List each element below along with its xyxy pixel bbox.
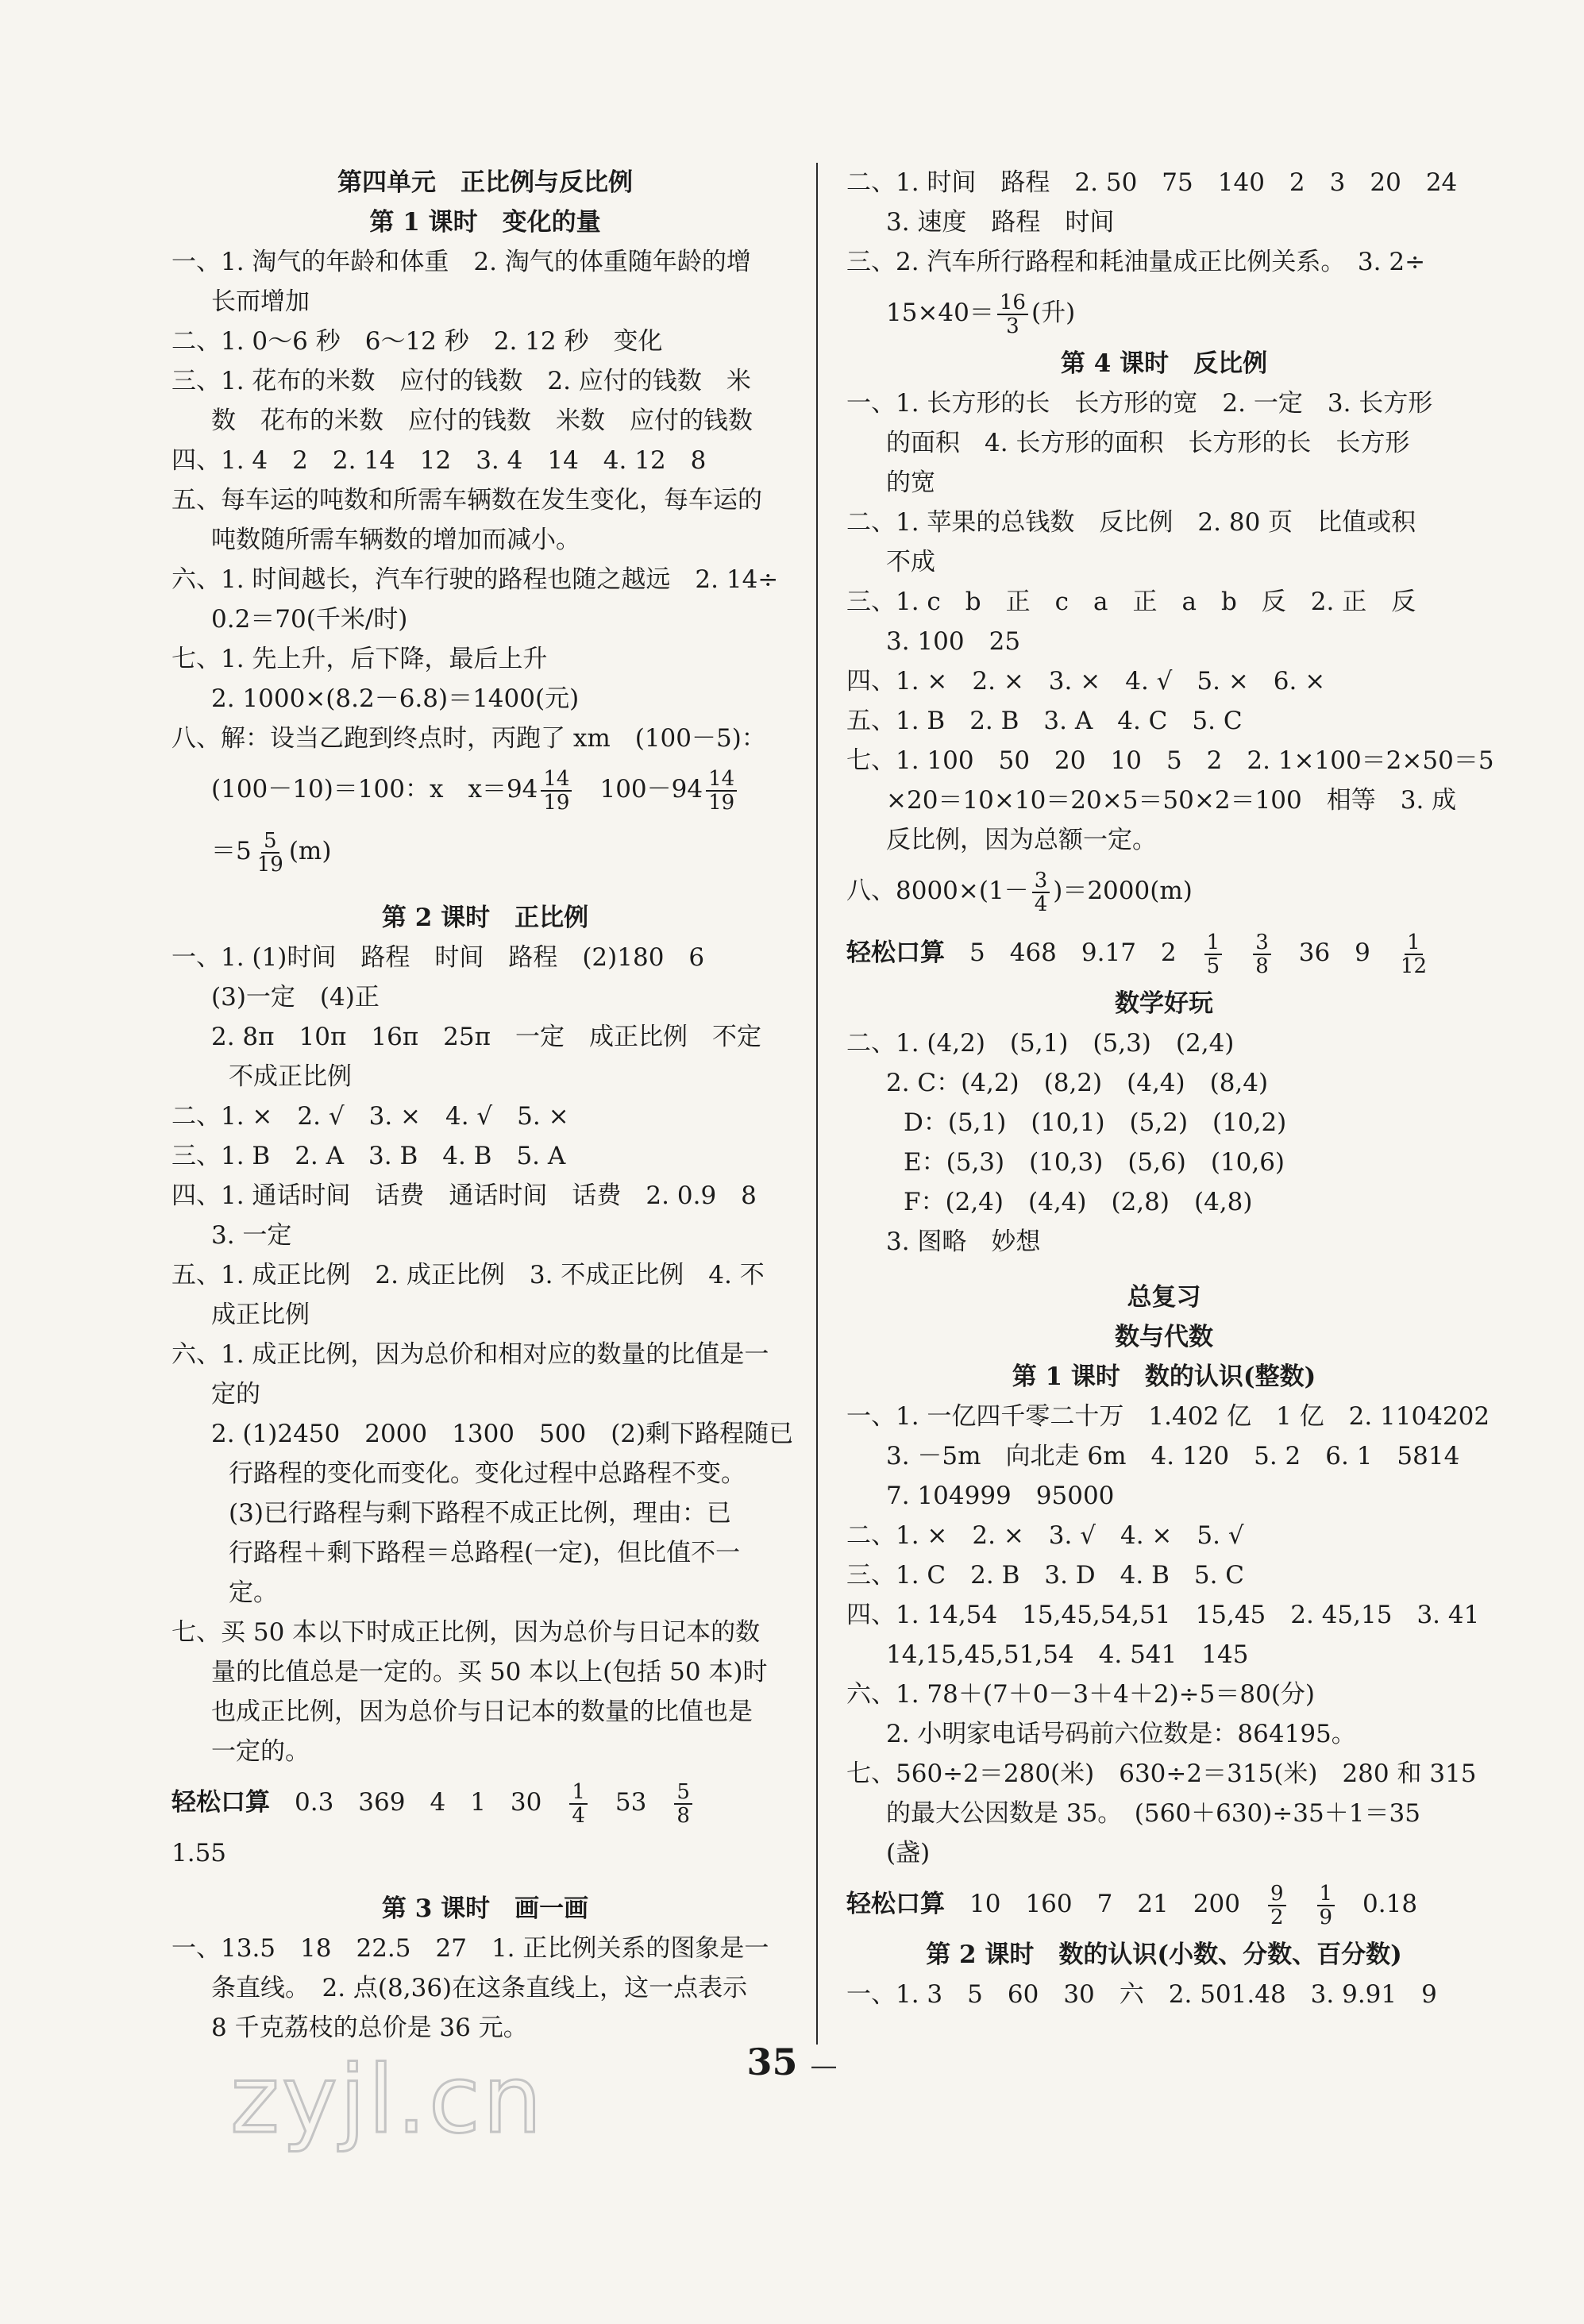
fraction bbox=[1204, 931, 1223, 977]
answer-line: 2. (1)2450 2000 1300 500 (2)剩下路程随已 bbox=[211, 1420, 794, 1448]
answer-line: 吨数随所需车辆数的增加而减小。 bbox=[211, 526, 580, 554]
fraction-denominator: 19 bbox=[708, 790, 735, 815]
answer-line: 0.2＝70(千米/时) bbox=[211, 605, 408, 634]
answer-line: 四、1. 4 2 2. 14 12 3. 4 14 4. 12 8 bbox=[172, 446, 707, 475]
section-heading: 数与代数 bbox=[1115, 1323, 1213, 1351]
answer-line: 行路程＋剩下路程＝总路程(一定)，但比值不一 bbox=[229, 1539, 741, 1567]
fraction bbox=[1032, 869, 1050, 915]
answer-line: 五、1. B 2. B 3. A 4. C 5. C bbox=[846, 707, 1243, 735]
fraction-numerator: 1 bbox=[1405, 931, 1423, 955]
answer-line: 六、1. 时间越长，汽车行驶的路程也随之越远 2. 14÷ bbox=[172, 565, 779, 594]
answer-line: 三、1. C 2. B 3. D 4. B 5. C bbox=[846, 1561, 1245, 1590]
text-segment: 100－94 bbox=[575, 775, 703, 804]
fraction-denominator: 8 bbox=[676, 1803, 690, 1828]
text-segment: ＝5 bbox=[211, 837, 252, 865]
answer-line: 定。 bbox=[229, 1578, 278, 1607]
answer-line: 五、每车运的吨数和所需车辆数在发生变化，每车运的 bbox=[172, 486, 762, 515]
text-segment bbox=[1289, 1890, 1314, 1918]
text-segment: )＝2000(m) bbox=[1053, 877, 1193, 905]
answer-line: 三、1. B 2. A 3. B 4. B 5. A bbox=[172, 1142, 566, 1170]
answer-line bbox=[846, 922, 1482, 984]
answer-line: 三、1. c b 正 c a 正 a b 反 2. 正 反 bbox=[846, 588, 1416, 616]
answer-line: 七、1. 先上升，后下降，最后上升 bbox=[172, 645, 548, 673]
answer-line: 四、1. 14,54 15,45,54,51 15,45 2. 45,15 3. 41 bbox=[846, 1601, 1480, 1629]
answer-line: ×20＝10×10＝20×5＝50×2＝100 相等 3. 成 bbox=[886, 786, 1457, 815]
fraction-denominator: 8 bbox=[1255, 954, 1269, 978]
answer-line bbox=[172, 1771, 799, 1833]
fraction-denominator: 4 bbox=[572, 1803, 585, 1828]
fraction-numerator: 9 bbox=[1268, 1883, 1286, 1906]
answer-line: 的最大公因数是 35。 (560＋630)÷35＋1＝35 bbox=[886, 1799, 1420, 1828]
fraction-numerator: 5 bbox=[261, 830, 279, 854]
text-segment: 0.3 369 4 1 30 bbox=[270, 1788, 567, 1817]
answer-line: 二、1. × 2. × 3. √ 4. × 5. √ bbox=[846, 1521, 1244, 1550]
text-segment: 36 9 bbox=[1274, 938, 1395, 967]
answer-line: 一、1. 淘气的年龄和体重 2. 淘气的体重随年龄的增 bbox=[172, 248, 751, 276]
mental-math-label: 轻松口算 bbox=[172, 1788, 270, 1817]
answer-line: 二、1. 时间 路程 2. 50 75 140 2 3 20 24 bbox=[846, 168, 1458, 197]
answer-line: 一、1. 3 5 60 30 六 2. 501.48 3. 9.91 9 bbox=[846, 1980, 1437, 2009]
fraction-numerator: 1 bbox=[1317, 1883, 1335, 1906]
answer-line: 3. 图略 妙想 bbox=[886, 1228, 1041, 1256]
section-heading: 数学好玩 bbox=[1115, 989, 1213, 1018]
answer-line: 二、1. 苹果的总钱数 反比例 2. 80 页 比值或积 bbox=[846, 508, 1416, 537]
answer-line: D：(5,1) (10,1) (5,2) (10,2) bbox=[904, 1108, 1287, 1137]
fraction bbox=[706, 768, 737, 814]
answer-line: 三、1. 花布的米数 应付的钱数 2. 应付的钱数 米 bbox=[172, 367, 751, 395]
answer-line: 条直线。 2. 点(8,36)在这条直线上，这一点表示 bbox=[211, 1974, 748, 2002]
fraction bbox=[1253, 931, 1271, 977]
answer-line: 3. 速度 路程 时间 bbox=[886, 208, 1115, 237]
answer-line: 2. 1000×(8.2－6.8)＝1400(元) bbox=[211, 684, 580, 713]
answer-line: 一定的。 bbox=[211, 1737, 310, 1766]
text-segment: 0.18 bbox=[1338, 1890, 1418, 1918]
text-segment: 53 bbox=[590, 1788, 672, 1817]
text-segment: (m) bbox=[288, 837, 332, 865]
fraction bbox=[541, 768, 572, 814]
answer-line: 六、1. 78＋(7＋0－3＋4＋2)÷5＝80(分) bbox=[846, 1680, 1316, 1709]
answer-line: 2. 小明家电话号码前六位数是：864195。 bbox=[886, 1720, 1356, 1748]
answer-line: 六、1. 成正比例，因为总价和相对应的数量的比值是一 bbox=[172, 1340, 769, 1369]
section-heading: 第 2 课时 正比例 bbox=[381, 904, 589, 932]
text-segment: 15×40＝ bbox=[886, 299, 994, 327]
answer-line: 二、1. 0～6 秒 6～12 秒 2. 12 秒 变化 bbox=[172, 327, 663, 356]
section-heading: 第 3 课时 画一画 bbox=[381, 1894, 589, 1923]
fraction-denominator: 2 bbox=[1270, 1905, 1284, 1929]
answer-line: (3)一定 (4)正 bbox=[211, 983, 380, 1012]
fraction bbox=[1268, 1883, 1286, 1929]
answer-line: 四、1. × 2. × 3. × 4. √ 5. × 6. × bbox=[846, 667, 1326, 696]
answer-line: 1.55 bbox=[172, 1839, 227, 1867]
answer-line: E：(5,3) (10,3) (5,6) (10,6) bbox=[904, 1148, 1285, 1177]
answer-line: 量的比值总是一定的。买 50 本以上(包括 50 本)时 bbox=[211, 1658, 768, 1686]
answer-line: 四、1. 通话时间 话费 通话时间 话费 2. 0.9 8 bbox=[172, 1181, 757, 1210]
answer-line: 一、13.5 18 22.5 27 1. 正比例关系的图象是一 bbox=[172, 1934, 769, 1963]
answer-line: (盏) bbox=[886, 1839, 931, 1867]
fraction-numerator: 3 bbox=[1253, 931, 1271, 955]
answer-line: 8 千克荔枝的总价是 36 元。 bbox=[211, 2014, 528, 2042]
fraction-denominator: 3 bbox=[1006, 314, 1019, 338]
text-segment: 5 468 9.17 2 bbox=[945, 938, 1201, 967]
answer-line: 一、1. 一亿四千零二十万 1.402 亿 1 亿 2. 1104202 bbox=[846, 1402, 1490, 1431]
fraction-denominator: 12 bbox=[1400, 954, 1427, 978]
answer-line: 7. 104999 95000 bbox=[886, 1482, 1115, 1510]
left-column bbox=[172, 163, 799, 2048]
fraction-numerator: 1 bbox=[1204, 931, 1223, 955]
fraction-denominator: 4 bbox=[1034, 892, 1048, 916]
answer-line bbox=[172, 820, 799, 882]
answer-line: 14,15,45,51,54 4. 541 145 bbox=[886, 1640, 1249, 1669]
fraction bbox=[1398, 931, 1429, 977]
answer-line: 一、1. 长方形的长 长方形的宽 2. 一定 3. 长方形 bbox=[846, 389, 1433, 418]
answer-line: 也成正比例，因为总价与日记本的数量的比值也是 bbox=[211, 1698, 753, 1726]
answer-line: F：(2,4) (4,4) (2,8) (4,8) bbox=[904, 1188, 1253, 1216]
text-segment: (升) bbox=[1031, 299, 1076, 327]
mental-math-label: 轻松口算 bbox=[846, 938, 945, 967]
answer-line: 不成正比例 bbox=[229, 1062, 352, 1091]
fraction-numerator: 3 bbox=[1032, 869, 1050, 893]
fraction-denominator: 19 bbox=[256, 852, 283, 877]
answer-line: (3)已行路程与剩下路程不成正比例，理由：已 bbox=[229, 1499, 731, 1528]
answer-line: 二、1. (4,2) (5,1) (5,3) (2,4) bbox=[846, 1029, 1235, 1058]
answer-line: 数 花布的米数 应付的钱数 米数 应付的钱数 bbox=[211, 407, 753, 435]
answer-line: 一、1. (1)时间 路程 时间 路程 (2)180 6 bbox=[172, 943, 705, 972]
column-divider bbox=[816, 163, 818, 2045]
answer-line: 长而增加 bbox=[211, 287, 310, 316]
section-heading: 第 1 课时 变化的量 bbox=[369, 208, 601, 237]
fraction-numerator: 14 bbox=[541, 768, 572, 792]
section-heading: 第 4 课时 反比例 bbox=[1060, 349, 1268, 378]
mental-math-label: 轻松口算 bbox=[846, 1890, 945, 1918]
answer-line: 不成 bbox=[886, 548, 935, 576]
answer-line: 2. C：(4,2) (8,2) (4,4) (8,4) bbox=[886, 1069, 1269, 1097]
section-heading: 总复习 bbox=[1127, 1283, 1201, 1312]
fraction-denominator: 9 bbox=[1319, 1905, 1333, 1929]
answer-line: 3. 一定 bbox=[211, 1221, 292, 1250]
answer-line: 七、560÷2＝280(米) 630÷2＝315(米) 280 和 315 bbox=[846, 1759, 1477, 1788]
fraction bbox=[255, 830, 286, 876]
text-segment: (100－10)＝100：x x＝94 bbox=[211, 775, 538, 804]
watermark: zyjl.cn bbox=[230, 2045, 545, 2154]
text-segment: 八、8000×(1－ bbox=[846, 877, 1029, 905]
answer-line bbox=[846, 1873, 1482, 1935]
answer-line: 定的 bbox=[211, 1380, 260, 1409]
answer-line: 的面积 4. 长方形的面积 长方形的长 长方形 bbox=[886, 429, 1410, 457]
answer-line: 成正比例 bbox=[211, 1301, 310, 1329]
fraction-numerator: 5 bbox=[674, 1781, 692, 1805]
answer-line: 行路程的变化而变化。变化过程中总路程不变。 bbox=[229, 1459, 746, 1488]
section-heading: 第 2 课时 数的认识(小数、分数、百分数) bbox=[926, 1941, 1402, 1969]
answer-line: 二、1. × 2. √ 3. × 4. √ 5. × bbox=[172, 1102, 569, 1131]
text-segment: 10 160 7 21 200 bbox=[945, 1890, 1265, 1918]
fraction-denominator: 19 bbox=[543, 790, 570, 815]
page-number-value: 35 bbox=[746, 2041, 798, 2083]
page-number bbox=[0, 2041, 1584, 2083]
answer-line: 七、买 50 本以下时成正比例，因为总价与日记本的数 bbox=[172, 1618, 761, 1647]
answer-line: 反比例，因为总额一定。 bbox=[886, 826, 1157, 854]
answer-line bbox=[846, 860, 1482, 922]
answer-line: 八、解：设当乙跑到终点时，丙跑了 xm (100－5)： bbox=[172, 724, 766, 753]
page-number-dash: — bbox=[810, 2050, 838, 2082]
fraction bbox=[674, 1781, 692, 1827]
fraction-numerator: 1 bbox=[569, 1781, 588, 1805]
fraction-denominator: 5 bbox=[1206, 954, 1220, 978]
answer-line: 的宽 bbox=[886, 468, 935, 497]
answer-line: 七、1. 100 50 20 10 5 2 2. 1×100＝2×50＝5 bbox=[846, 746, 1494, 775]
answer-line bbox=[172, 758, 799, 820]
answer-line: 三、2. 汽车所行路程和耗油量成正比例关系。 3. 2÷ bbox=[846, 248, 1426, 276]
answer-line bbox=[846, 282, 1482, 344]
right-column bbox=[846, 163, 1494, 2014]
fraction-numerator: 14 bbox=[706, 768, 737, 792]
fraction bbox=[569, 1781, 588, 1827]
answer-line: 五、1. 成正比例 2. 成正比例 3. 不成正比例 4. 不 bbox=[172, 1261, 765, 1289]
section-heading: 第四单元 正比例与反比例 bbox=[337, 168, 633, 197]
fraction bbox=[1317, 1883, 1335, 1929]
section-heading: 第 1 课时 数的认识(整数) bbox=[1012, 1362, 1316, 1391]
answer-line: 3. －5m 向北走 6m 4. 120 5. 2 6. 1 5814 bbox=[886, 1442, 1460, 1470]
answer-line: 3. 100 25 bbox=[886, 627, 1021, 656]
answer-line: 2. 8π 10π 16π 25π 一定 成正比例 不定 bbox=[211, 1023, 761, 1051]
fraction bbox=[997, 291, 1028, 337]
fraction-numerator: 16 bbox=[997, 291, 1028, 315]
text-segment bbox=[1225, 938, 1250, 967]
